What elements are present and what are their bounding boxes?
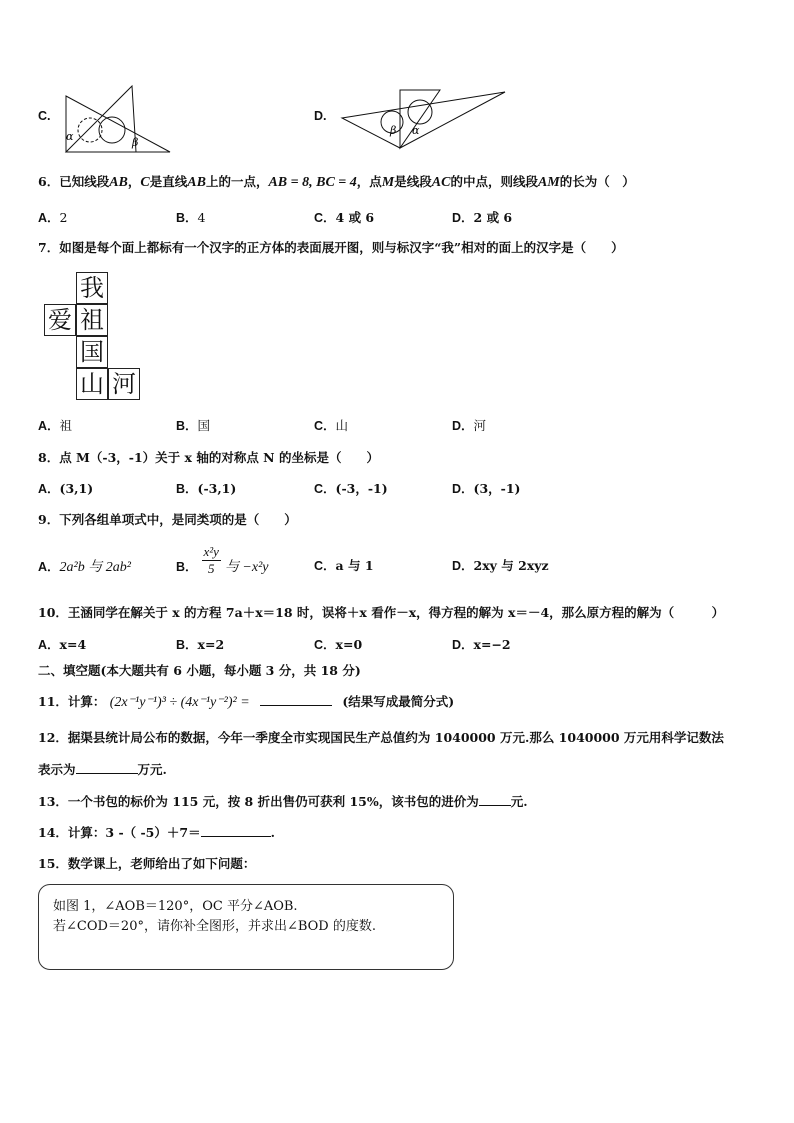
problem-line-1: 如图 1，∠AOB＝120°，OC 平分∠AOB. [53,899,298,914]
q8-option-d: D．(3，-1) [452,481,521,496]
q6-option-b: B．4 [176,210,206,225]
answer-blank [76,761,138,774]
q10-option-a: A．x=4 [38,637,87,652]
fraction: $\frac{\text{x²y}}{5}$ [203,544,219,576]
q9-option-c: C．a 与 1 [314,558,374,573]
q8-option-b: B．(-3,1) [176,481,237,496]
net-face-wo: 我 [76,272,108,304]
q7-option-d: D．河 [452,418,487,433]
triangle-circles-figure-d [340,86,510,150]
option-d-label: D. [314,109,327,123]
answer-blank [201,824,271,837]
beta-label: β [132,136,139,149]
question-12-line1: 12．据渠县统计局公布的数据，今年一季度全市实现国民生产总值约为 1040000 万元.那么 1040000 万元用科学记数法 [38,730,724,745]
q8-option-c: C．(-3，-1) [314,481,388,496]
q10-option-c: C．x=0 [314,637,363,652]
net-face-he: 河 [108,368,140,400]
question-15: 15．数学课上，老师给出了如下问题： [38,856,256,871]
q6-option-c: C．4 或 6 [314,210,375,225]
q10-option-d: D．x=−2 [452,637,511,652]
option-c-label: C. [38,109,51,123]
alpha-label: α [66,130,74,143]
answer-blank [260,693,332,706]
triangle-circles-figure-c [60,84,172,154]
question-11: 11．计算： (2x⁻¹y⁻¹)³ ÷ (4x⁻¹y⁻²)² = (结果写成最简分式) [38,694,455,710]
answer-blank [479,793,511,806]
question-10: 10．王涵同学在解关于 x 的方程 7a＋x＝18 时，误将＋x 看作－x，得方程的解为 x＝－4，那么原方程的解为（ ） [38,605,725,620]
net-face-shan: 山 [76,368,108,400]
q7-option-a: A．祖 [38,418,73,433]
alpha-label-d: α [412,124,420,137]
question-7: 7．如图是每个面上都标有一个汉字的正方体的表面展开图，则与标汉字“我”相对的面上的汉字是（ ） [38,240,624,255]
question-6: 6．已知线段AB，C是直线AB上的一点，AB = 8, BC = 4，点M是线段AC的中点，则线段AM的长为（ ） [38,174,635,190]
net-face-ai: 爱 [44,304,76,336]
question-13: 13．一个书包的标价为 115 元，按 8 折出售仍可获利 15%，该书包的进价为 元. [38,794,528,809]
q9-option-a: A．2a²b 与 2ab² [38,560,131,575]
q10-option-b: B．x=2 [176,637,225,652]
q7-option-c: C．山 [314,418,349,433]
q6-option-a: A．2 [38,210,68,225]
beta-label-d: β [390,124,397,137]
q9-option-d: D．2xy 与 2xyz [452,558,549,573]
question-9: 9．下列各组单项式中，是同类项的是（ ） [38,512,297,527]
net-face-guo: 国 [76,336,108,368]
section-heading: 二、填空题(本大题共有 6 小题，每小题 3 分，共 18 分) [38,663,361,678]
net-face-zu: 祖 [76,304,108,336]
q9-option-b: B． $\frac{\text{x²y}}{5}$ 与 −x²y [176,544,269,576]
question-12-line2: 表示为 万元. [38,762,167,777]
q7-option-b: B．国 [176,418,211,433]
question-14: 14．计算：3 -（ -5）＋7＝ . [38,825,275,840]
problem-box [38,884,454,970]
q6-option-d: D．2 或 6 [452,210,513,225]
q8-option-a: A．(3,1) [38,481,94,496]
problem-line-2: 若∠COD＝20°，请你补全图形，并求出∠BOD 的度数. [53,919,376,934]
question-8: 8．点 M（-3，-1）关于 x 轴的对称点 N 的坐标是（ ） [38,450,379,465]
